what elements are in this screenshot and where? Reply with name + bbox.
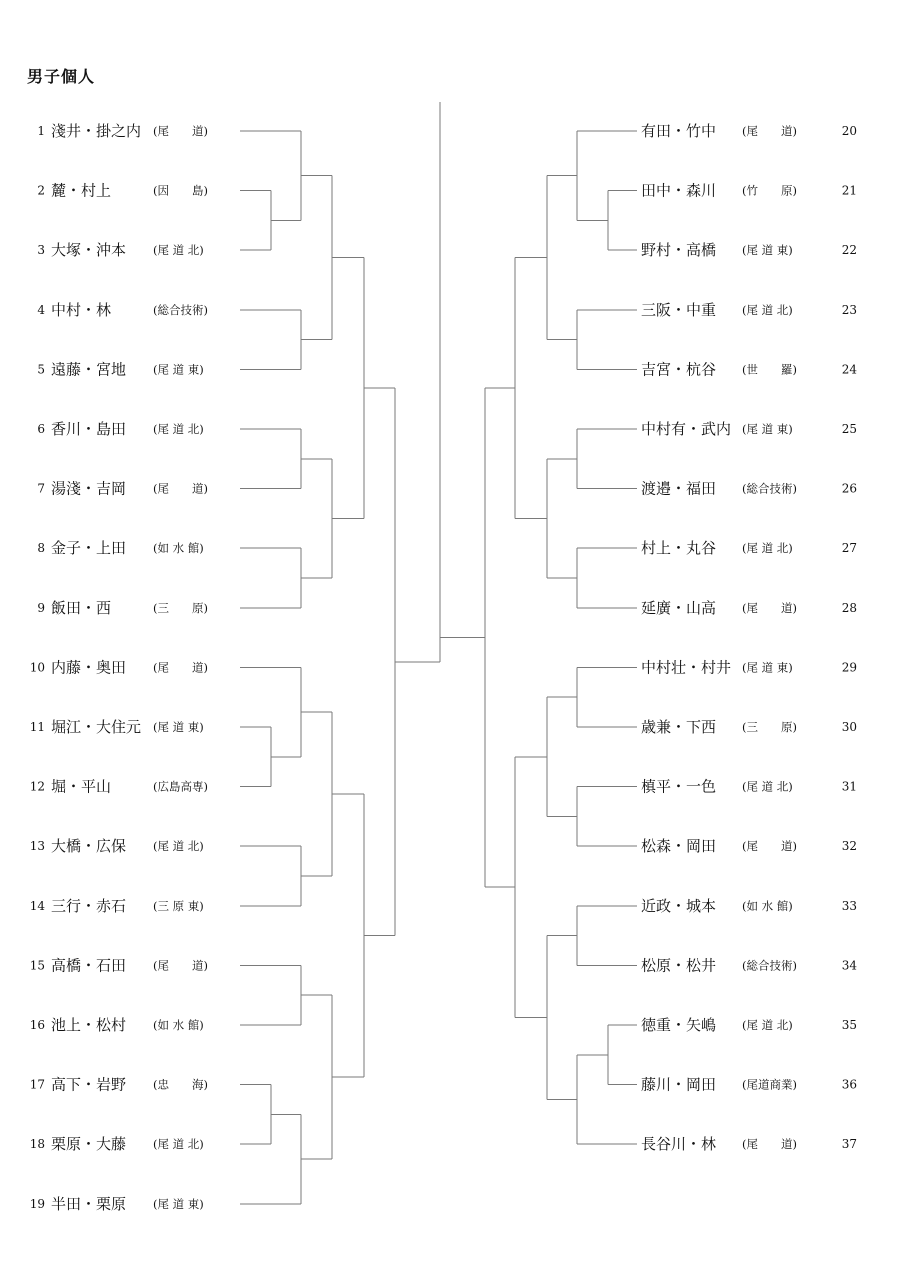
entry-school: (尾 道 北) — [153, 839, 204, 854]
entry-school: (如 水 館) — [153, 1018, 204, 1032]
entry-number: 13 — [29, 839, 45, 854]
entry-number: 21 — [841, 183, 857, 198]
entry-number: 17 — [29, 1077, 45, 1092]
entry-school: (三 原) — [153, 600, 208, 615]
entry-school: (如 水 館) — [742, 898, 793, 913]
entry-number: 4 — [37, 302, 45, 317]
entry-school: (尾 道 東) — [153, 1196, 204, 1211]
entry-number: 31 — [841, 779, 857, 794]
entry-number: 37 — [841, 1137, 857, 1152]
entry-school: (尾 道 北) — [153, 1137, 204, 1152]
entry-number: 16 — [29, 1018, 45, 1032]
entry-players: 湯淺・吉岡 — [51, 479, 127, 498]
entry-school: (尾 道) — [742, 600, 797, 615]
entry-number: 1 — [37, 124, 45, 138]
entry-school: (尾 道 北) — [742, 541, 793, 556]
right-entries — [641, 122, 857, 1153]
entry-players: 高橋・石田 — [51, 956, 127, 975]
entry-school: (忠 海) — [153, 1077, 208, 1092]
entry-players: 田中・森川 — [641, 181, 717, 200]
entry-number: 32 — [841, 839, 857, 854]
entry-number: 15 — [29, 958, 45, 973]
entry-players: 大橋・広保 — [51, 837, 127, 856]
entry-number: 35 — [841, 1018, 857, 1032]
entry-school: (如 水 館) — [153, 541, 204, 556]
entry-players: 堀江・大住元 — [51, 718, 142, 736]
entry-players: 有田・竹中 — [641, 122, 717, 140]
entry-players: 徳重・矢嶋 — [641, 1016, 717, 1034]
entry-number: 20 — [841, 124, 857, 138]
entry-number: 8 — [37, 541, 45, 556]
entry-number: 18 — [29, 1137, 45, 1152]
entry-players: 三阪・中重 — [641, 300, 717, 319]
entry-school: (総合技術) — [153, 302, 208, 317]
entry-school: (尾 道) — [153, 124, 208, 138]
entry-number: 11 — [29, 720, 45, 734]
entry-players: 近政・城本 — [641, 896, 717, 915]
entry-school: (尾 道) — [153, 660, 208, 675]
entry-school: (尾 道 東) — [153, 720, 204, 734]
entry-players: 高下・岩野 — [51, 1075, 127, 1094]
entry-number: 36 — [841, 1077, 857, 1092]
entry-school: (尾 道 北) — [742, 1018, 793, 1032]
page-title: 男子個人 — [27, 67, 96, 86]
entry-number: 23 — [841, 302, 857, 317]
entry-school: (尾 道) — [153, 481, 208, 496]
entry-school: (尾 道 北) — [742, 302, 793, 317]
entry-number: 30 — [841, 720, 857, 734]
entry-players: 大塚・沖本 — [51, 241, 127, 260]
entry-players: 内藤・奥田 — [51, 658, 127, 677]
entry-number: 24 — [841, 362, 857, 377]
entry-players: 堀・平山 — [51, 777, 112, 796]
entry-number: 25 — [841, 422, 857, 436]
entry-school: (広島高専) — [153, 779, 208, 794]
entry-school: (因 島) — [153, 183, 208, 198]
entry-number: 26 — [841, 481, 857, 496]
entry-school: (尾 道 北) — [742, 779, 793, 794]
entry-players: 金子・上田 — [51, 539, 127, 558]
entry-number: 33 — [841, 898, 857, 913]
entry-players: 半田・栗原 — [51, 1194, 127, 1213]
entry-school: (尾 道 北) — [153, 243, 204, 258]
entry-players: 長谷川・林 — [641, 1135, 717, 1154]
entry-players: 松原・松井 — [641, 956, 717, 975]
entry-players: 中村壮・村井 — [641, 658, 732, 677]
entry-players: 野村・高橋 — [641, 241, 717, 260]
entry-school: (尾 道 東) — [153, 362, 204, 377]
entry-school: (三 原) — [742, 720, 797, 734]
entry-players: 吉宮・杭谷 — [641, 360, 717, 379]
entry-number: 12 — [29, 779, 45, 794]
entry-school: (竹 原) — [742, 183, 797, 198]
entry-school: (三 原 東) — [153, 898, 204, 913]
entry-number: 22 — [841, 243, 857, 258]
entry-players: 淺井・掛之内 — [51, 122, 142, 140]
entry-number: 7 — [37, 481, 45, 496]
entry-players: 遠藤・宮地 — [51, 360, 127, 379]
entry-school: (尾 道) — [742, 124, 797, 138]
entry-players: 渡邉・福田 — [641, 479, 717, 498]
bracket-lines — [240, 102, 637, 1204]
entry-school: (世 羅) — [742, 362, 797, 377]
entry-players: 延廣・山高 — [641, 598, 717, 617]
entry-players: 中村・林 — [51, 300, 112, 319]
entry-number: 34 — [841, 958, 857, 973]
entry-players: 村上・丸谷 — [641, 539, 717, 558]
entry-players: 歳兼・下西 — [641, 718, 717, 736]
entry-number: 6 — [37, 422, 45, 436]
entry-players: 中村有・武内 — [641, 420, 732, 438]
entry-school: (総合技術) — [742, 481, 797, 496]
entry-number: 9 — [37, 600, 45, 615]
entry-school: (尾 道 東) — [742, 660, 793, 675]
entry-number: 29 — [841, 660, 857, 675]
entry-players: 三行・赤石 — [51, 896, 127, 915]
entry-players: 麓・村上 — [51, 181, 112, 200]
entry-number: 19 — [29, 1196, 45, 1211]
entry-school: (尾道商業) — [742, 1077, 797, 1092]
entry-number: 2 — [37, 183, 45, 198]
entry-players: 池上・松村 — [51, 1016, 127, 1034]
entry-number: 3 — [37, 243, 45, 258]
entry-school: (尾 道 北) — [153, 422, 204, 436]
entry-number: 10 — [29, 660, 45, 675]
entry-players: 藤川・岡田 — [641, 1075, 717, 1094]
entry-players: 栗原・大藤 — [51, 1135, 127, 1154]
entry-number: 14 — [29, 898, 45, 913]
entry-players: 香川・島田 — [51, 420, 127, 438]
entry-number: 27 — [841, 541, 857, 556]
entry-players: 松森・岡田 — [641, 837, 717, 856]
entry-school: (尾 道 東) — [742, 243, 793, 258]
entry-school: (尾 道) — [153, 958, 208, 973]
entry-school: (尾 道 東) — [742, 422, 793, 436]
entry-number: 5 — [37, 362, 45, 377]
entry-school: (尾 道) — [742, 1137, 797, 1152]
entry-school: (尾 道) — [742, 839, 797, 854]
entry-players: 槙平・一色 — [641, 777, 717, 796]
entry-school: (総合技術) — [742, 958, 797, 973]
left-entries — [30, 122, 208, 1213]
entry-number: 28 — [841, 600, 857, 615]
entry-players: 飯田・西 — [51, 598, 112, 617]
